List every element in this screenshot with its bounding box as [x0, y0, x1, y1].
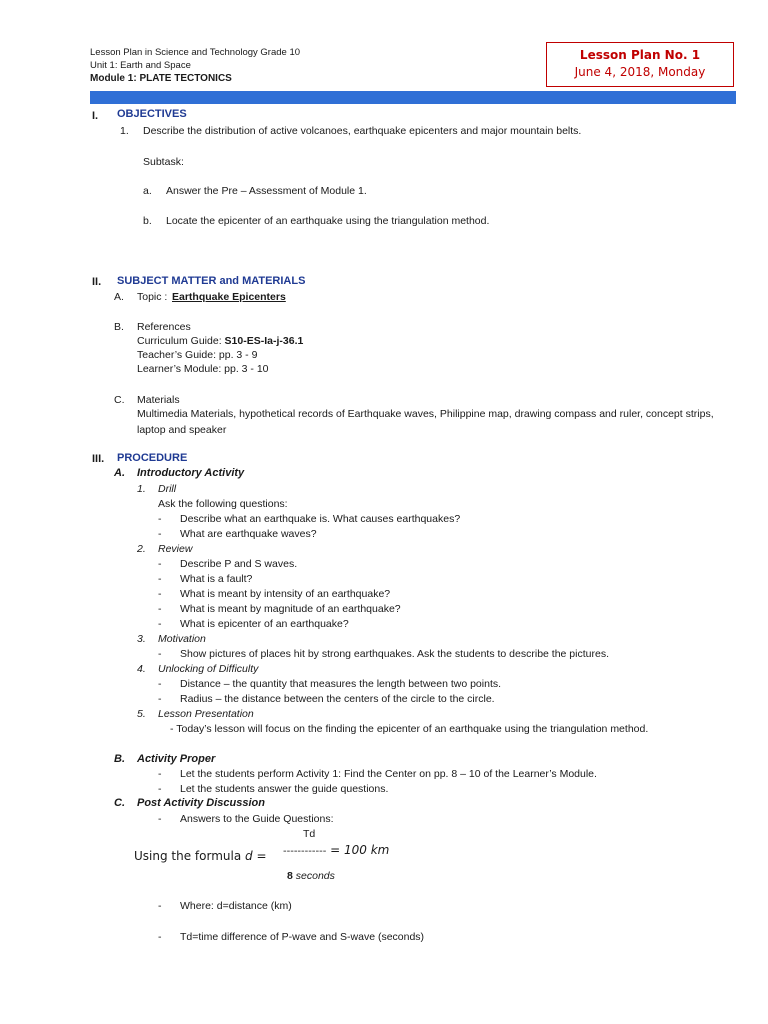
formula-where-distance: Where: d=distance (km)	[180, 900, 292, 912]
dash-bullet: -	[158, 513, 162, 525]
formula-lead-text: Using the formula	[134, 849, 242, 863]
dash-bullet: -	[158, 648, 162, 660]
dash-bullet: -	[158, 783, 162, 795]
review-question-4: What is meant by magnitude of an earthquake?	[180, 603, 401, 615]
subject-heading: SUBJECT MATTER and MATERIALS	[117, 275, 306, 287]
review-question-5: What is epicenter of an earthquake?	[180, 618, 349, 630]
subtask-a: Answer the Pre – Assessment of Module 1.	[166, 185, 367, 197]
introductory-activity-heading: Introductory Activity	[137, 467, 245, 479]
formula-fraction-line	[283, 843, 389, 857]
review-question-1: Describe P and S waves.	[180, 558, 298, 570]
curriculum-guide-code: S10-ES-Ia-j-36.1	[224, 335, 304, 347]
header-line-2: Unit 1: Earth and Space	[90, 60, 191, 71]
drill-number: 1.	[137, 483, 146, 495]
unlocking-heading: Unlocking of Difficulty	[158, 663, 259, 675]
activity-proper-item-1: Let the students perform Activity 1: Find the Center on pp. 8 – 10 of the Learner’s Module.	[180, 768, 597, 780]
motivation-number: 3.	[137, 633, 146, 645]
subtask-b-letter: b.	[143, 215, 152, 227]
dash-bullet: -	[158, 528, 162, 540]
review-question-3: What is meant by intensity of an earthquake?	[180, 588, 391, 600]
materials-line-1: Multimedia Materials, hypothetical records of Earthquake waves, Philippine map, drawing compass and ruler, concept strips,	[137, 408, 714, 420]
lesson-presentation-heading: Lesson Presentation	[158, 708, 254, 720]
review-question-2: What is a fault?	[180, 573, 253, 585]
subject-number: II.	[92, 276, 102, 288]
dash-bullet: -	[158, 900, 162, 912]
dash-bullet: -	[158, 588, 162, 600]
materials-line-2: laptop and speaker	[137, 424, 227, 436]
dash-bullet: -	[158, 573, 162, 585]
procedure-b-letter: B.	[114, 753, 125, 765]
unlocking-number: 4.	[137, 663, 146, 675]
lesson-plan-box	[546, 42, 734, 87]
unlocking-item-2: Radius – the distance between the centers of the circle to the circle.	[180, 693, 495, 705]
motivation-item-1: Show pictures of places hit by strong earthquakes. Ask the students to describe the pictures.	[180, 648, 609, 660]
subtask-b: Locate the epicenter of an earthquake using the triangulation method.	[166, 215, 490, 227]
references-label: References	[137, 321, 191, 333]
dash-bullet: -	[158, 768, 162, 780]
materials-label: Materials	[137, 394, 180, 406]
drill-intro: Ask the following questions:	[158, 498, 288, 510]
formula-where-time: Td=time difference of P-wave and S-wave (seconds)	[180, 931, 425, 943]
formula-denominator	[287, 869, 335, 883]
drill-question-1: Describe what an earthquake is. What causes earthquakes?	[180, 513, 461, 525]
formula-denominator-number: 8	[287, 870, 293, 882]
motivation-heading: Motivation	[158, 633, 206, 645]
unlocking-item-1: Distance – the quantity that measures the length between two points.	[180, 678, 502, 690]
teachers-guide: Teacher’s Guide: pp. 3 - 9	[137, 349, 258, 361]
dash-bullet: -	[158, 603, 162, 615]
objective-1-number: 1.	[120, 125, 129, 137]
header-line-3: Module 1: PLATE TECTONICS	[90, 73, 232, 84]
procedure-heading: PROCEDURE	[117, 452, 188, 464]
topic-label: Topic :	[137, 291, 168, 303]
lesson-plan-number: Lesson Plan No. 1	[579, 48, 701, 62]
subtask-label: Subtask:	[143, 156, 184, 168]
procedure-number: III.	[92, 453, 105, 465]
header-divider-bar	[90, 91, 736, 104]
dash-bullet: -	[158, 693, 162, 705]
formula-rule: ------------	[283, 846, 327, 857]
formula-result: = 100 km	[330, 843, 390, 857]
review-number: 2.	[137, 543, 146, 555]
dash-bullet: -	[158, 558, 162, 570]
lesson-plan-date: June 4, 2018, Monday	[574, 65, 706, 79]
dash-bullet: -	[158, 931, 162, 943]
review-heading: Review	[158, 543, 193, 555]
guide-questions-label: Answers to the Guide Questions:	[180, 813, 334, 825]
procedure-a-letter: A.	[114, 467, 125, 479]
lesson-presentation-number: 5.	[137, 708, 146, 720]
formula-denominator-unit: seconds	[295, 870, 335, 882]
subject-b-letter: B.	[114, 321, 124, 333]
procedure-c-letter: C.	[114, 797, 125, 809]
objective-1: Describe the distribution of active volcanoes, earthquake epicenters and major mountain belts.	[143, 125, 582, 137]
drill-question-2: What are earthquake waves?	[180, 528, 317, 540]
curriculum-guide	[137, 334, 303, 348]
objectives-heading: OBJECTIVES	[117, 108, 187, 120]
lesson-presentation-item-1: - Today’s lesson will focus on the finding the epicenter of an earthquake using the triangulation method.	[170, 723, 649, 735]
subject-c-letter: C.	[114, 394, 125, 406]
objectives-number: I.	[92, 110, 99, 122]
topic-value: Earthquake Epicenters	[172, 291, 286, 303]
dash-bullet: -	[158, 813, 162, 825]
subtask-a-letter: a.	[143, 185, 152, 197]
header-line-1: Lesson Plan in Science and Technology Grade 10	[90, 47, 301, 58]
formula-variable: d =	[245, 849, 267, 863]
subject-a-letter: A.	[114, 291, 124, 303]
dash-bullet: -	[158, 678, 162, 690]
activity-proper-item-2: Let the students answer the guide questions.	[180, 783, 389, 795]
formula-numerator: Td	[303, 828, 316, 840]
formula-lead	[134, 849, 267, 863]
learners-module: Learner’s Module: pp. 3 - 10	[137, 363, 269, 375]
post-activity-heading: Post Activity Discussion	[137, 797, 265, 809]
curriculum-guide-label: Curriculum Guide:	[137, 335, 222, 347]
activity-proper-heading: Activity Proper	[137, 753, 216, 765]
dash-bullet: -	[158, 618, 162, 630]
drill-heading: Drill	[158, 483, 177, 495]
